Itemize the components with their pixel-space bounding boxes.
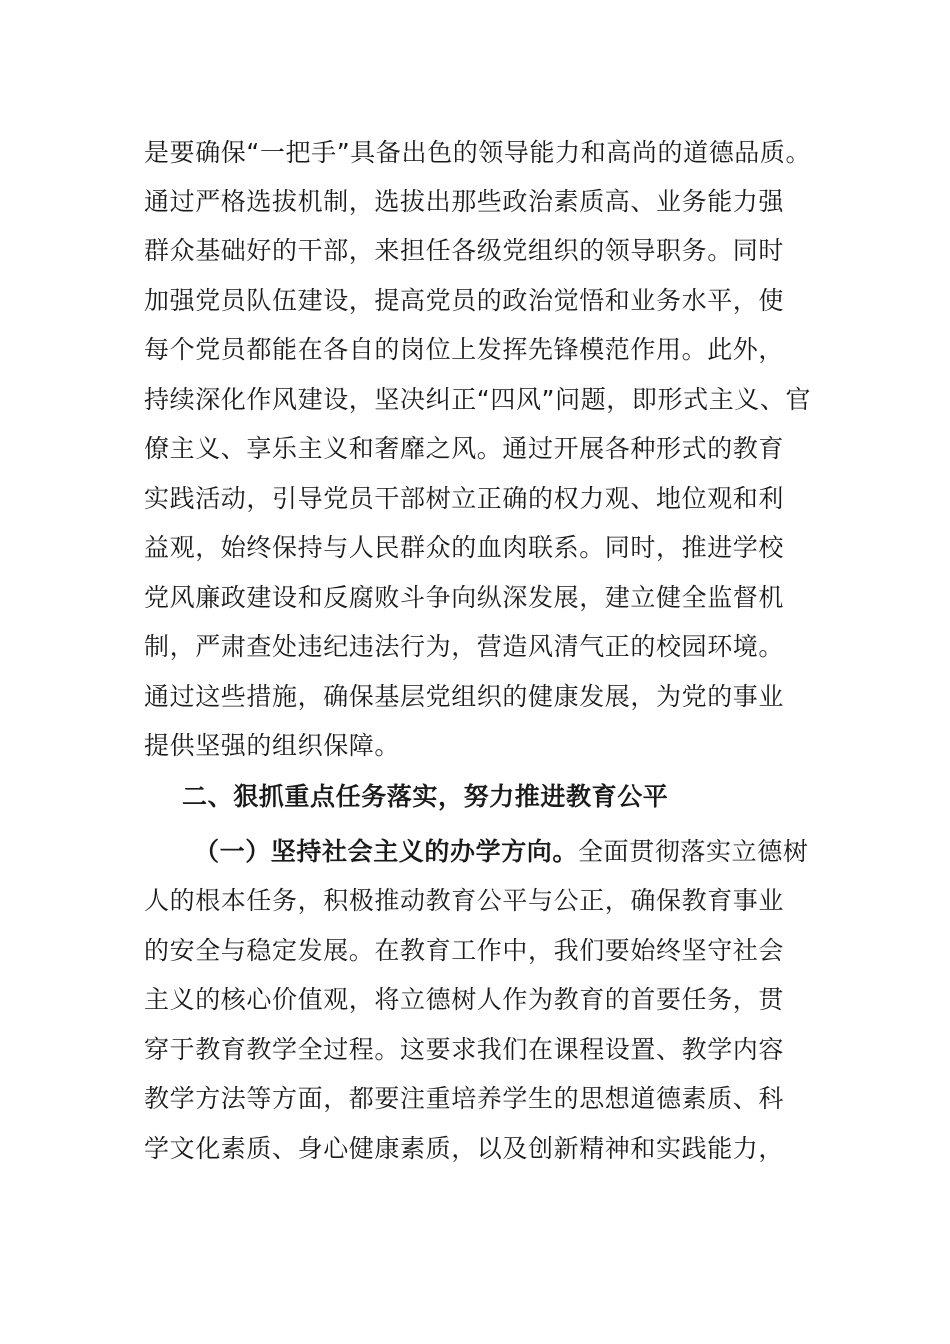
- body-text-line: 穿于教育教学全过程。这要求我们在课程设置、教学内容: [144, 1035, 785, 1064]
- subsection-first-line: [194, 827, 824, 877]
- body-text-line: 主义的核心价值观，将立德树人作为教育的首要任务，贯: [144, 985, 785, 1014]
- body-text-line: 益观，始终保持与人民群众的血肉联系。同时，推进学校: [144, 533, 785, 562]
- body-text-line: 持续深化作风建设，坚决纠正“四风”问题，即形式主义、官: [144, 385, 812, 414]
- subsection-text: 全面贯彻落实立德树: [578, 837, 809, 866]
- body-text-line: 群众基础好的干部，来担任各级党组织的领导职务。同时: [144, 236, 785, 265]
- body-text-line: 是要确保“一把手”具备出色的领导能力和高尚的道德品质。: [144, 138, 812, 167]
- body-text-line: 实践活动，引导党员干部树立正确的权力观、地位观和利: [144, 484, 785, 513]
- body-text-line: 的安全与稳定发展。在教育工作中，我们要始终坚守社会: [144, 936, 785, 965]
- body-text-line: 制，严肃查处违纪违法行为，营造风清气正的校园环境。: [144, 632, 785, 661]
- body-text-line: 学文化素质、身心健康素质，以及创新精神和实践能力，: [144, 1134, 785, 1163]
- body-text-line: 提供坚强的组织保障。: [144, 731, 401, 760]
- body-text-line: 通过严格选拔机制，选拔出那些政治素质高、业务能力强: [144, 187, 785, 216]
- body-text-line: 僚主义、享乐主义和奢靡之风。通过开展各种形式的教育: [144, 434, 785, 463]
- body-text-line: 通过这些措施，确保基层党组织的健康发展，为党的事业: [144, 682, 785, 711]
- subsection-title: （一）坚持社会主义的办学方向。: [194, 837, 579, 866]
- section-heading: 二、狠抓重点任务落实，努力推进教育公平: [182, 782, 669, 811]
- body-text-line: 教学方法等方面，都要注重培养学生的思想道德素质、科: [144, 1084, 785, 1113]
- body-text-line: 每个党员都能在各自的岗位上发挥先锋模范作用。此外，: [144, 335, 785, 364]
- body-text-line: 人的根本任务，积极推动教育公平与公正，确保教育事业: [144, 886, 785, 915]
- body-text-line: 党风廉政建设和反腐败斗争向纵深发展，建立健全监督机: [144, 583, 785, 612]
- body-text-line: 加强党员队伍建设，提高党员的政治觉悟和业务水平，使: [144, 286, 785, 315]
